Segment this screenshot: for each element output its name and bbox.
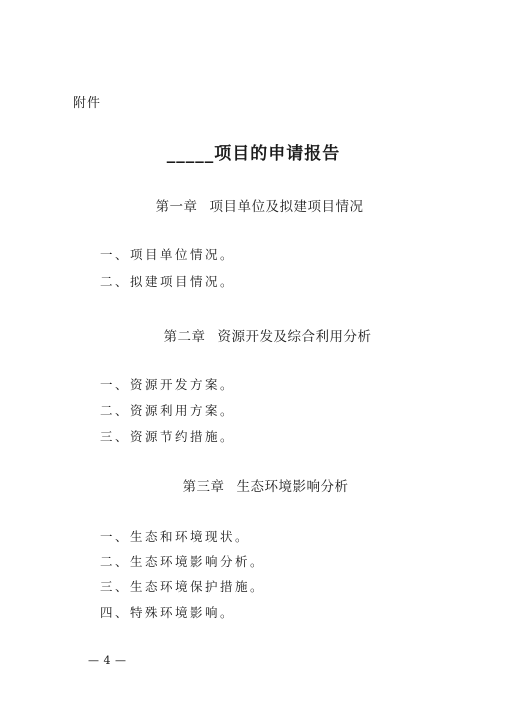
chapter-2-item-2: 二、资源利用方案。 (100, 403, 236, 418)
chapter-3-name: 生态环境影响分析 (236, 479, 349, 495)
attachment-label: 附件 (73, 96, 102, 111)
chapter-2-name: 资源开发及综合利用分析 (217, 329, 372, 345)
chapter-3-item-4: 四、特殊环境影响。 (100, 605, 236, 620)
chapter-1-item-1: 一、项目单位情况。 (100, 247, 236, 262)
chapter-2-heading (14, 325, 507, 345)
chapter-2-number: 第二章 (163, 329, 206, 345)
chapter-1-number: 第一章 (155, 199, 198, 215)
chapter-2-item-1: 一、资源开发方案。 (100, 377, 236, 392)
chapter-3-item-3: 三、生态环境保护措施。 (100, 579, 266, 594)
chapter-3-number: 第三章 (182, 479, 225, 495)
chapter-1-heading (6, 195, 507, 215)
chapter-1-name: 项目单位及拟建项目情况 (209, 199, 364, 215)
chapter-3-item-1: 一、生态和环境现状。 (100, 529, 251, 544)
chapter-3-heading (12, 475, 507, 495)
chapter-1-item-2: 二、拟建项目情况。 (100, 274, 236, 289)
document-title: _____项目的申请报告 (166, 144, 341, 164)
chapter-2-item-3: 三、资源节约措施。 (100, 429, 236, 444)
chapter-3-item-2: 二、生态环境影响分析。 (100, 554, 266, 569)
page-number: — 4 — (88, 654, 127, 667)
